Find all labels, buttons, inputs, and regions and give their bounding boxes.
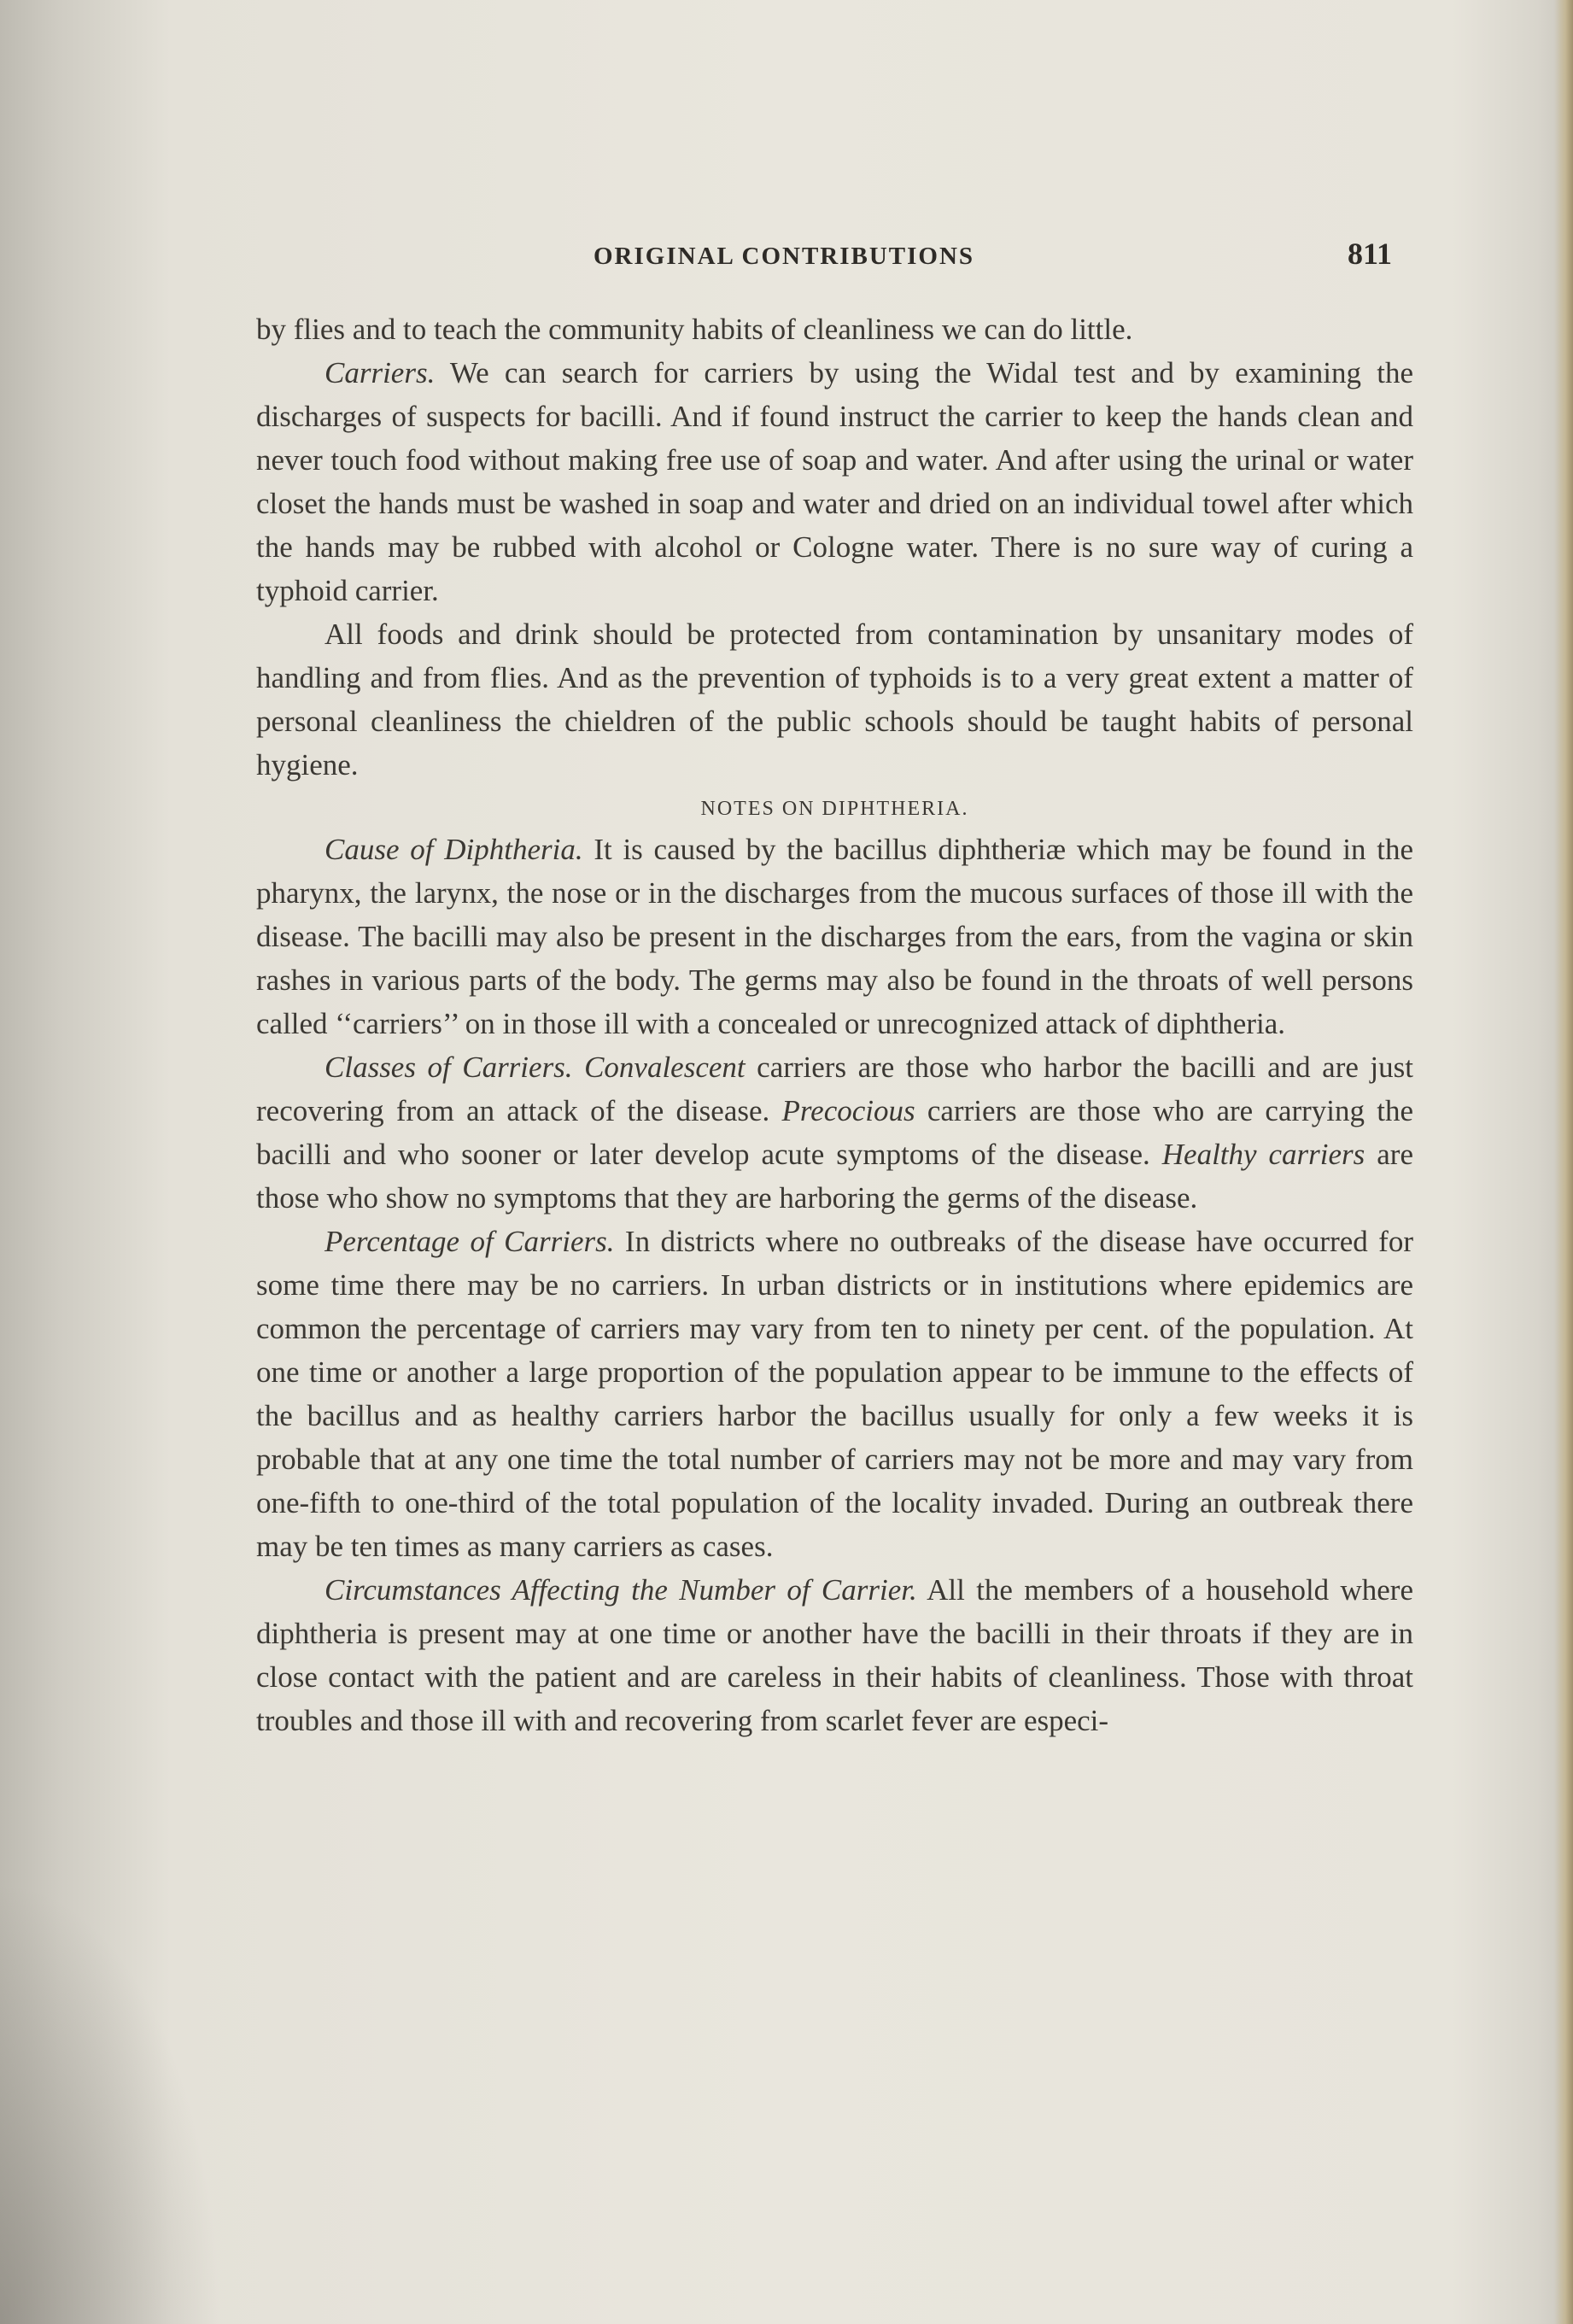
paragraph-foods xyxy=(256,612,1413,787)
page-edge xyxy=(1554,0,1573,2324)
term-precocious: Precocious xyxy=(781,1094,915,1127)
paragraph-carriers xyxy=(256,351,1413,612)
cause-text: It is caused by the bacillus diphtheriæ which may be found in the pharynx, the larynx, the nose or in the discharges from the mucous surfaces of those ill with the disease. The bacilli may also be present in the discharges from the ears, from the vagina or skin rashes in various parts of the body. The germs may also be found in the throats of well persons called ‘‘carriers’’ on in those ill with a concealed or unrecognized attack of diphtheria. xyxy=(256,833,1414,1040)
classes-text-b: carriers are those who are carrying the bacilli and who sooner or later develop acute symptoms of the disease. xyxy=(256,1094,1413,1171)
circumstances-text: All the members of a household where diphtheria is present may at one time or another have the bacilli in their throats if they are in close contact with the patient and are careless in their habits of cleanliness. Those with throat troubles and those ill with and recovering from scarlet fever are especi- xyxy=(256,1573,1414,1737)
page-shadow xyxy=(0,1880,222,2324)
term-healthy: Healthy carriers xyxy=(1161,1138,1365,1171)
paragraph-percentage xyxy=(256,1220,1413,1568)
term-convalescent: Convalescent xyxy=(584,1051,746,1084)
carriers-text: We can search for carriers by using the Widal test and by examining the discharges of suspects for bacilli. And if found instruct the carrier to keep the hands clean and never touch food without making free use of soap and water. And after using the urinal or water closet the hands must be washed in soap and water and dried on an individual towel after which the hands may be rubbed with alcohol or Cologne water. There is no sure way of curing a typhoid carrier. xyxy=(256,356,1413,607)
header-title: ORIGINAL CONTRIBUTIONS xyxy=(594,243,975,270)
cause-label: Cause of Diphtheria. xyxy=(325,833,583,866)
body-text xyxy=(256,307,1413,1742)
paragraph-classes xyxy=(256,1045,1413,1220)
paragraph-cause xyxy=(256,828,1413,1045)
classes-text-c: are those who show no symptoms that they are harboring the germs of the disease. xyxy=(256,1138,1414,1215)
classes-label: Classes of Carriers. xyxy=(325,1051,573,1084)
circumstances-label: Circumstances Affecting the Number of Carrier. xyxy=(325,1573,917,1607)
section-heading-diphtheria: NOTES ON DIPHTHERIA. xyxy=(700,798,969,820)
page-number: 811 xyxy=(1347,237,1392,271)
foods-text: All foods and drink should be protected from contamination by unsanitary modes of handling and from flies. And as the prevention of typhoids is to a very great extent a matter of personal cleanliness the chieldren of the public schools should be taught habits of personal hygiene. xyxy=(256,618,1413,781)
percentage-text: In districts where no outbreaks of the disease have occurred for some time there may be no carriers. In urban districts or in institutions where epidemics are common the percentage of carriers may vary from ten to ninety per cent. of the population. At one time or another a large proportion of the population appear to be immune to the effects of the bacillus and as healthy carriers harbor the bacillus usually for only a few weeks it is probable that at any one time the total number of carriers may not be more and may vary from one-fifth to one-third of the total population of the locality invaded. During an outbreak there may be ten times as many carriers as cases. xyxy=(256,1225,1413,1563)
paragraph-circumstances xyxy=(256,1568,1413,1742)
running-head xyxy=(256,236,1392,278)
classes-text-a: carriers are those who harbor the bacilli and are just recovering from an attack of the disease. xyxy=(256,1051,1413,1127)
percentage-label: Percentage of Carriers. xyxy=(325,1225,615,1258)
carriers-label: Carriers. xyxy=(325,356,436,389)
paragraph-1-text: by flies and to teach the community habits of cleanliness we can do little. xyxy=(256,313,1133,346)
paragraph-1 xyxy=(256,307,1413,351)
